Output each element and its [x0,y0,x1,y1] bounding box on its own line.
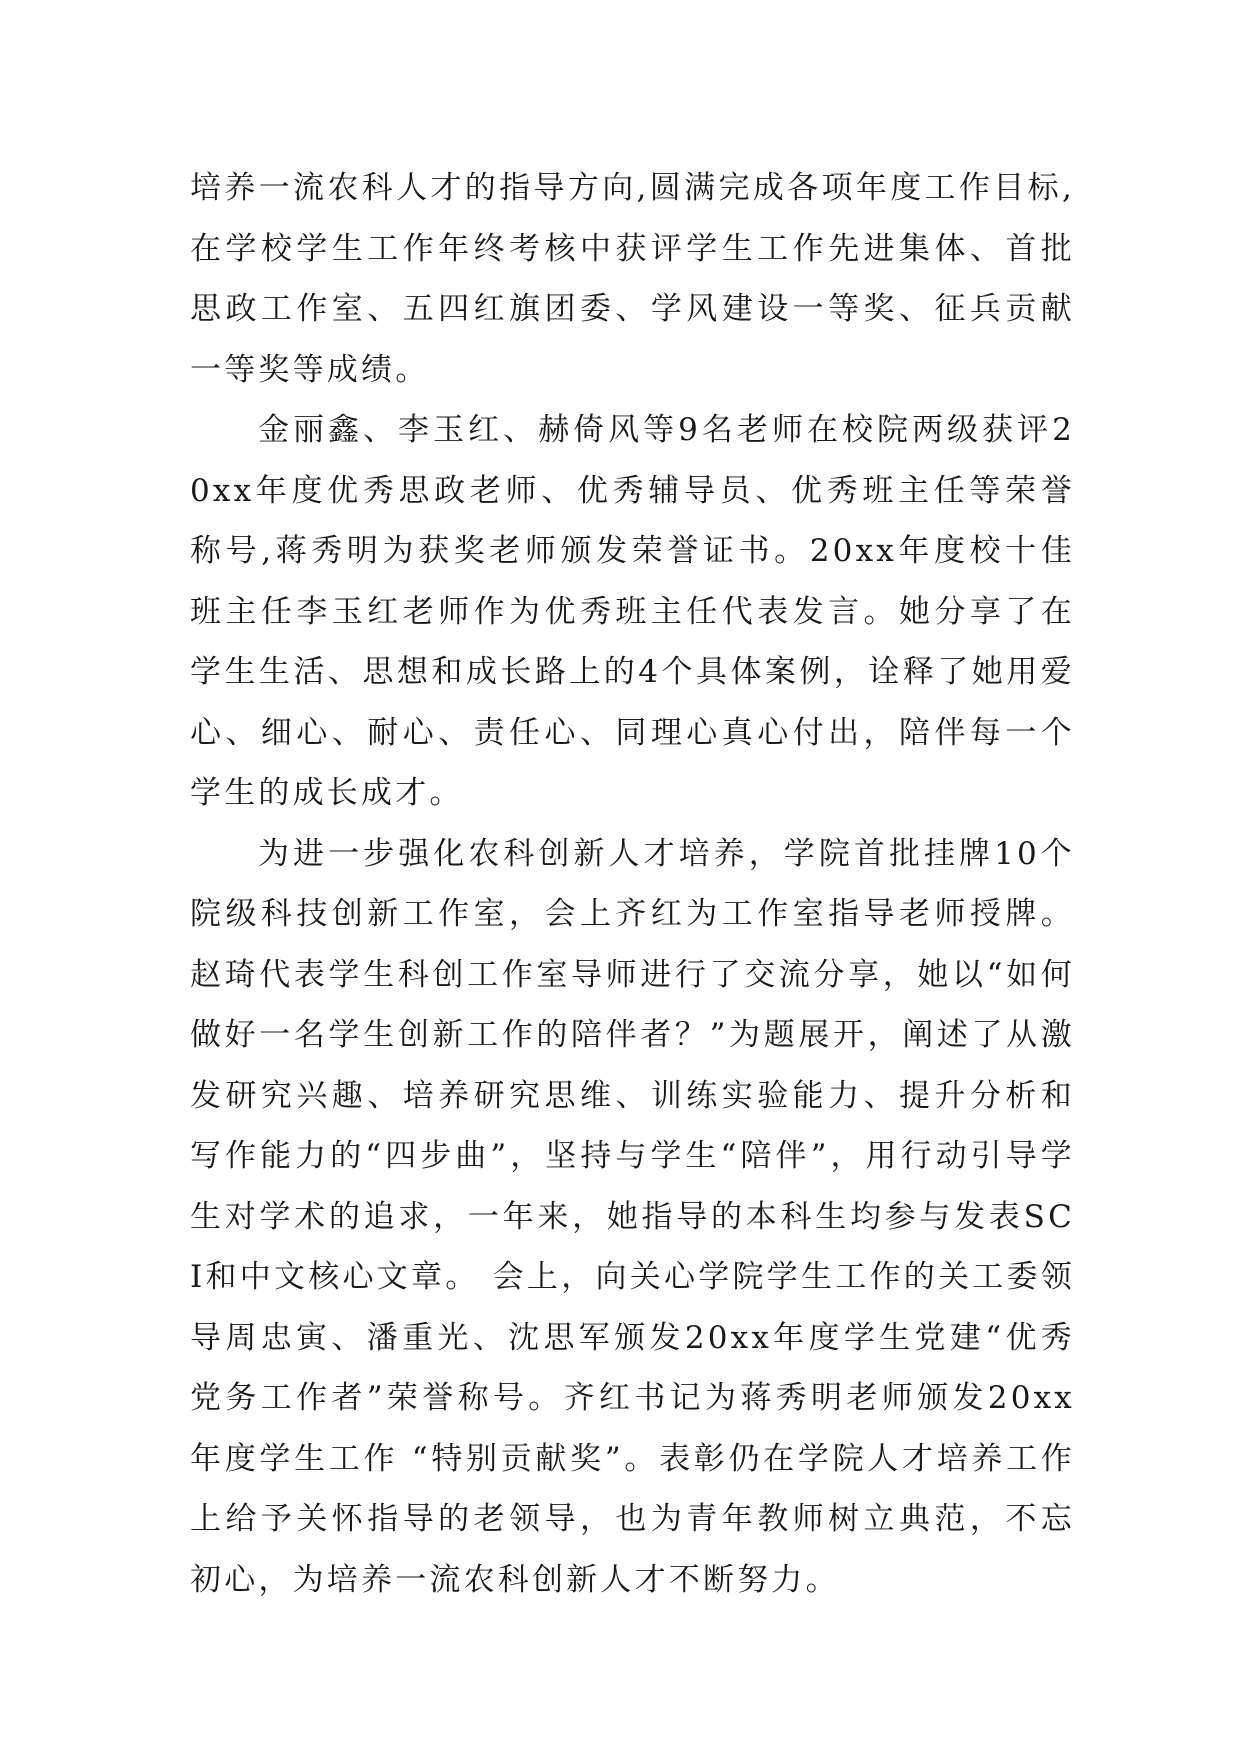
document-body [190,158,1075,1610]
paragraph-1: 培养一流农科人才的指导方向,圆满完成各项年度工作目标,在学校学生工作年终考核中获评学生工作先进集体、首批思政工作室、五四红旗团委、学风建设一等奖、征兵贡献一等奖等成绩。 [190,170,1075,388]
paragraph-2: 金丽鑫、李玉红、赫倚风等9名老师在校院两级获评20xx年度优秀思政老师、优秀辅导员、优秀班主任等荣誉称号,蒋秀明为获奖老师颁发荣誉证书。20xx年度校十佳班主任李玉红老师作为优秀班主任代表发言。她分享了在学生生活、思想和成长路上的4个具体案例，诠释了她用爱心、细心、耐心、责任心、同理心真心付出，陪伴每一个学生的成长成才。 [190,412,1075,811]
paragraph-3: 为进一步强化农科创新人才培养，学院首批挂牌10个院级科技创新工作室，会上齐红为工作室指导老师授牌。赵琦代表学生科创工作室导师进行了交流分享，她以“如何做好一名学生创新工作的陪伴者？”为题展开，阐述了从激发研究兴趣、培养研究思维、训练实验能力、提升分析和写作能力的“四步曲”，坚持与学生“陪伴”，用行动引导学生对学术的追求，一年来，她指导的本科生均参与发表SCI和中文核心文章。 会上，向关心学院学生工作的关工委领导周忠寅、潘重光、沈思军颁发20xx年度学生党建“优秀党务工作者”荣誉称号。齐红书记为蒋秀明老师颁发20xx年度学生工作 “特别贡献奖”。表彰仍在学院人才培养工作上给予关怀指导的老领导，也为青年教师树立典范，不忘初心，为培养一流农科创新人才不断努力。 [190,835,1075,1598]
